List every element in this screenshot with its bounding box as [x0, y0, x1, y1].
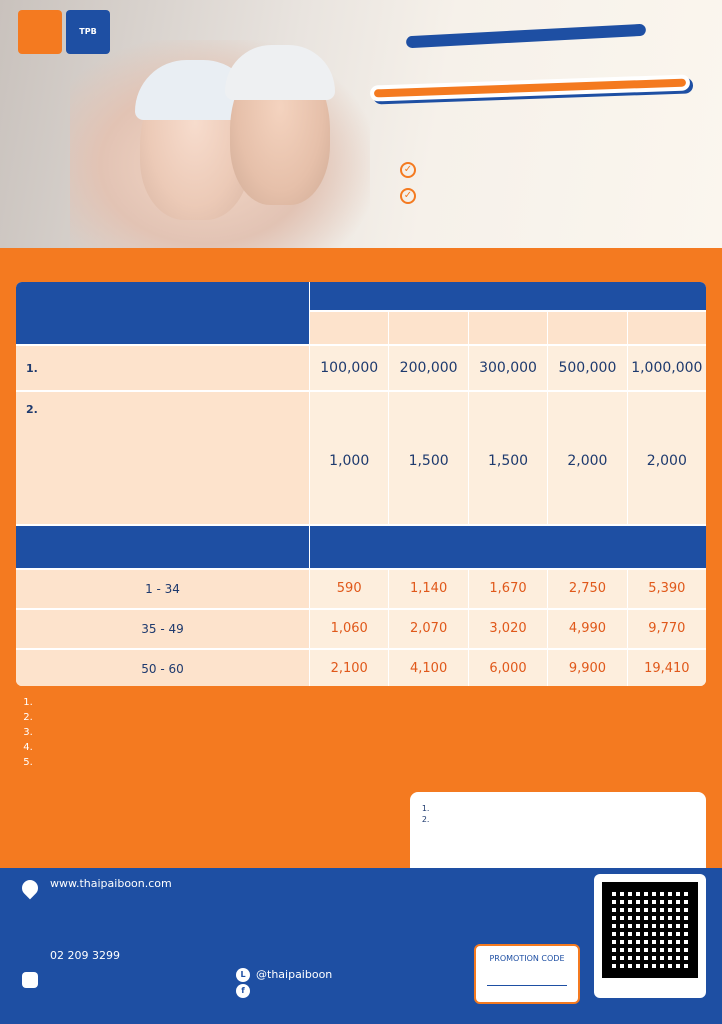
- phone-number[interactable]: 02 209 3299: [50, 949, 120, 962]
- burst-badge: [18, 100, 100, 200]
- age-range: 1 - 34: [16, 570, 309, 608]
- table-cell: [628, 610, 706, 648]
- coverage-label: [16, 346, 309, 390]
- table-cell: [628, 650, 706, 686]
- table-cell: [548, 392, 626, 524]
- coverage-label: [16, 392, 309, 524]
- premium-value: 3,020: [489, 621, 527, 636]
- age-header: [16, 526, 309, 568]
- table-cell: [469, 392, 547, 524]
- premium-value: 2,100: [330, 661, 368, 676]
- plan-header-row: [310, 312, 706, 344]
- cell-value: 1,500: [408, 453, 449, 469]
- table-cell: [310, 610, 388, 648]
- row-number: 2.: [26, 403, 38, 416]
- criteria-item: [36, 756, 582, 770]
- criteria-item: [36, 726, 582, 740]
- promotion-line: [487, 985, 567, 986]
- contact-body: [50, 948, 272, 963]
- facebook-icon: f: [236, 984, 250, 998]
- contact-info: [22, 948, 272, 963]
- cell-value: 2,000: [646, 453, 687, 469]
- qr-code-icon: [602, 882, 698, 978]
- coverage-table: [16, 282, 706, 686]
- social-links: [236, 966, 332, 998]
- table-row: [16, 346, 706, 390]
- premium-values: [310, 570, 706, 608]
- promotion-label: PROMOTION CODE: [489, 954, 565, 963]
- table-cell: 1,000,000: [628, 346, 706, 390]
- premium-value: 9,900: [568, 661, 607, 676]
- premium-header: [310, 526, 706, 568]
- table-cell: 300,000: [469, 346, 547, 390]
- table-cell: [548, 610, 626, 648]
- benefit-list: [400, 160, 710, 212]
- table-row: [16, 610, 706, 648]
- table-row: [16, 650, 706, 686]
- premium-values: [310, 610, 706, 648]
- table-cell: [389, 650, 467, 686]
- check-icon: ✓: [400, 162, 416, 178]
- premium-value: 19,410: [644, 661, 690, 676]
- premium-value: 4,100: [410, 661, 448, 676]
- table-cell: [389, 570, 467, 608]
- plan-header: [310, 312, 388, 344]
- cell-value: 1,000: [329, 453, 370, 469]
- premium-value: 6,000: [489, 661, 527, 676]
- premium-value: 5,390: [648, 581, 686, 596]
- coverage-values: [310, 392, 706, 524]
- table-cell: [310, 650, 388, 686]
- table-cell: [469, 610, 547, 648]
- table-row: [16, 570, 706, 608]
- benefit-item: [400, 160, 710, 178]
- premium-value: 1,060: [330, 621, 368, 636]
- table-row: [16, 392, 706, 524]
- row-number: 1.: [26, 361, 38, 375]
- plan-header: [389, 312, 467, 344]
- thai-paiboon-logo: [18, 10, 62, 54]
- facebook-link[interactable]: [236, 984, 332, 998]
- table-cell: [548, 570, 626, 608]
- premium-value: 4,990: [568, 621, 607, 636]
- logo-b-text: TPB: [79, 26, 97, 36]
- premium-value: 2,750: [568, 581, 607, 596]
- premium-values: [310, 650, 706, 686]
- exclusion-item: [432, 803, 696, 814]
- phone-icon: [22, 972, 38, 988]
- table-cell: 100,000: [310, 346, 388, 390]
- criteria-item: [36, 711, 582, 725]
- coverage-values: [310, 346, 706, 390]
- criteria-item: [36, 741, 582, 755]
- table-cell: 200,000: [389, 346, 467, 390]
- exclusion-item: [432, 814, 696, 825]
- line-link[interactable]: [236, 966, 332, 984]
- table-cell: [469, 650, 547, 686]
- insurer-info: [22, 876, 402, 891]
- tpb-logo: [66, 10, 110, 54]
- amount-header: [310, 282, 706, 310]
- premium-value: 2,070: [410, 621, 448, 636]
- premium-value: 590: [336, 581, 362, 596]
- website-link[interactable]: www.thaipaiboon.com: [50, 877, 172, 890]
- premium-value: 1,140: [410, 581, 448, 596]
- plan-header: [548, 312, 626, 344]
- coverage-header: [16, 282, 309, 344]
- table-cell: [389, 610, 467, 648]
- plan-header: [469, 312, 547, 344]
- criteria-list: [22, 696, 582, 770]
- exclusions-list: [420, 803, 696, 825]
- table-cell: [310, 392, 388, 524]
- table-cell: 500,000: [548, 346, 626, 390]
- underwriting-criteria: [22, 694, 582, 771]
- premium-value: 9,770: [648, 621, 686, 636]
- cell-value: 1,500: [487, 453, 529, 469]
- table-cell: [628, 570, 706, 608]
- age-range: 35 - 49: [16, 610, 309, 648]
- line-icon: L: [236, 968, 250, 982]
- premium-value: 1,670: [489, 581, 527, 596]
- plan-header: [628, 312, 706, 344]
- age-range: 50 - 60: [16, 650, 309, 686]
- table-cell: [469, 570, 547, 608]
- table-cell: [548, 650, 626, 686]
- insurer-body: [50, 876, 402, 891]
- line-handle: @thaipaiboon: [256, 968, 333, 981]
- promotion-code-box[interactable]: [474, 944, 580, 1004]
- table-cell: [310, 570, 388, 608]
- table-cell: [628, 392, 706, 524]
- cell-value: 2,000: [567, 453, 608, 469]
- check-icon: ✓: [400, 188, 416, 204]
- benefit-item: [400, 186, 710, 204]
- criteria-item: [36, 696, 582, 710]
- table-cell: [389, 392, 467, 524]
- qr-code-card[interactable]: [594, 874, 706, 998]
